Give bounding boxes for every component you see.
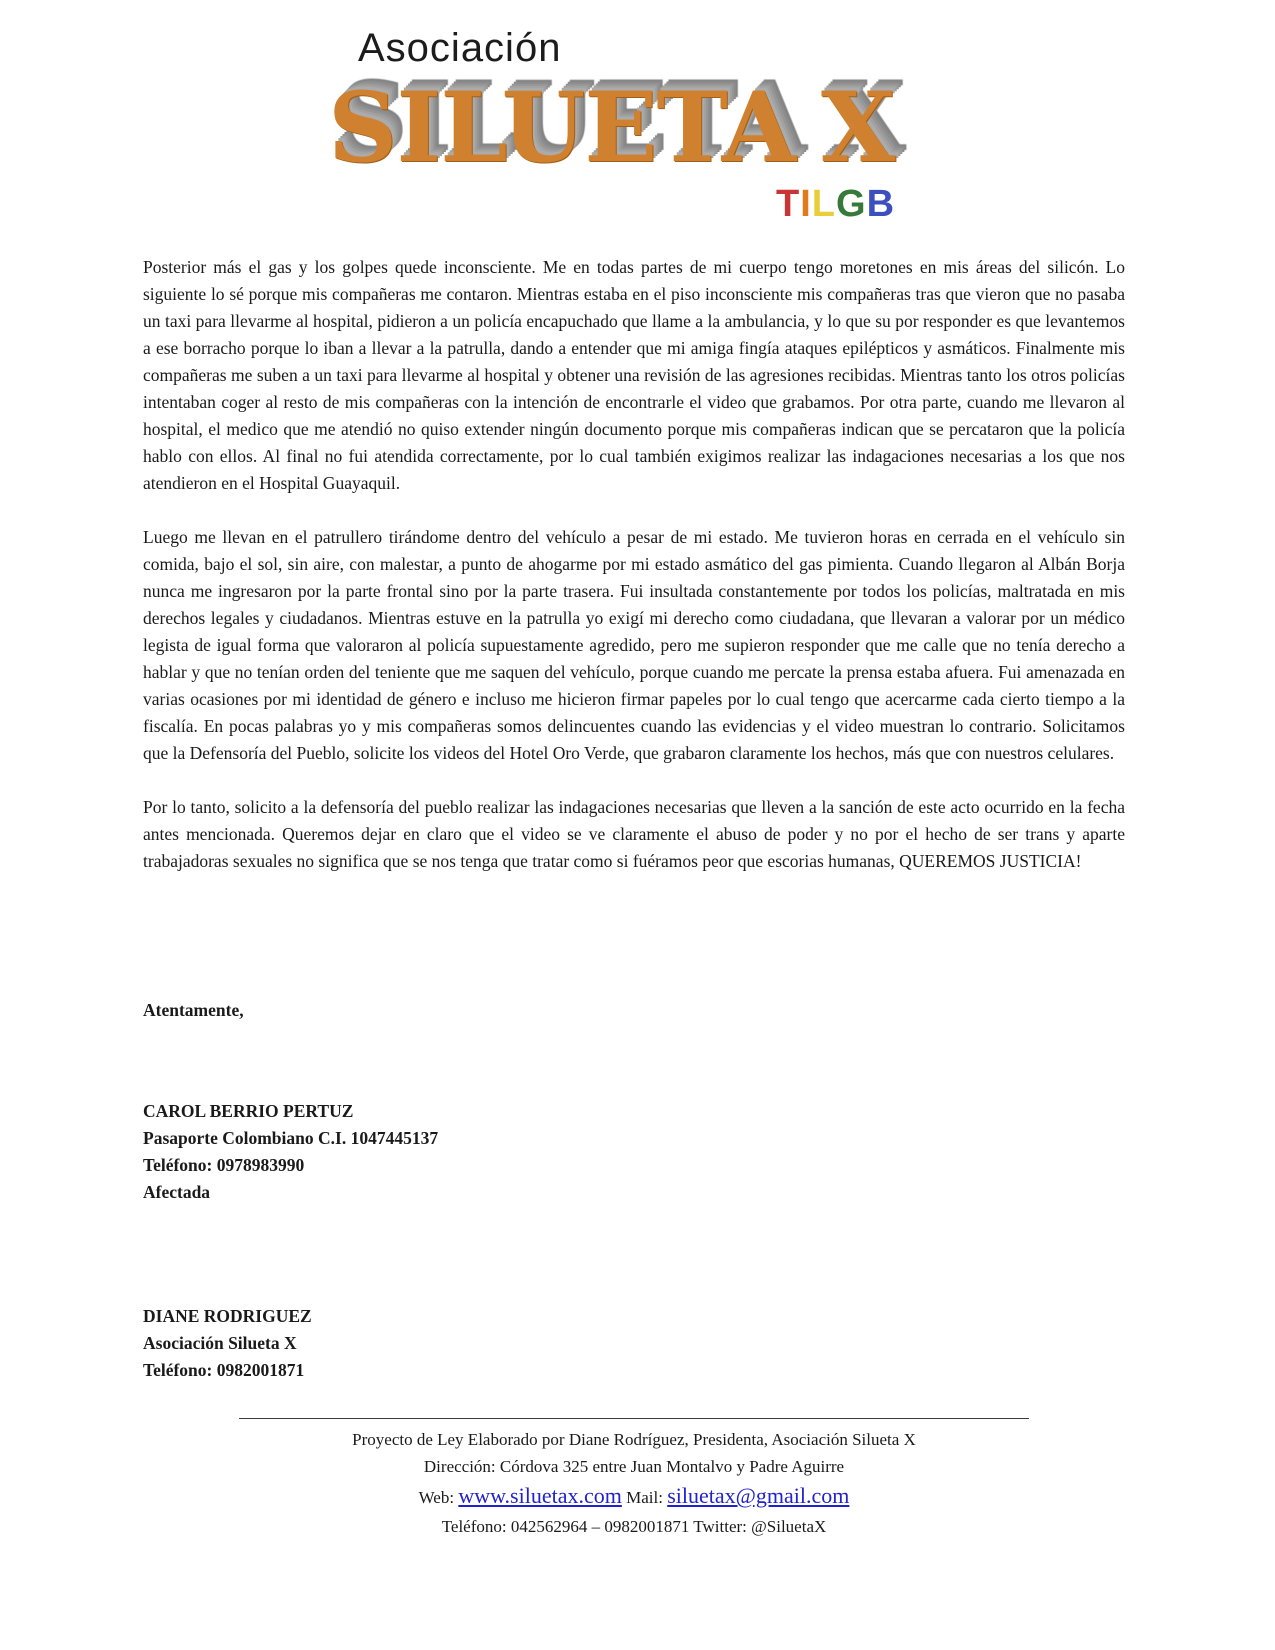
logo-silueta-x-wordmark (328, 71, 895, 184)
mail-label: Mail: (626, 1488, 663, 1507)
footer-phone-line: Teléfono: 042562964 – 0982001871 Twitter: @SiluetaX (441, 1517, 827, 1536)
signatory-name: DIANE RODRIGUEZ (143, 1306, 312, 1326)
signature-block-carol (143, 1098, 438, 1206)
signatory-phone: Teléfono: 0978983990 (143, 1155, 305, 1175)
website-link[interactable]: www.siluetax.com (458, 1483, 622, 1508)
tilgb-letter-t: T (776, 183, 801, 225)
silueta-x-logo (0, 0, 1275, 240)
letter-body (143, 254, 1125, 875)
footer-contact-line (143, 1480, 1125, 1513)
tilgb-letter-g: G (836, 183, 867, 225)
paragraph-3: Por lo tanto, solicito a la defensoría del pueblo realizar las indagaciones necesarias que lleven a la sanción de este acto ocurrido en la fecha antes mencionada. Queremos dejar en claro que el video se ve claramente el abuso de poder y no por el hecho de ser trans y aparte trabajadoras sexuales no significa que se nos tenga que tratar como si fuéramos peor que escorias humanas, QUEREMOS JUSTICIA! (143, 797, 1125, 871)
logo-x-text: X (821, 71, 895, 184)
tilgb-letter-b: B (866, 183, 896, 225)
paragraph-2: Luego me llevan en el patrullero tirándome dentro del vehículo a pesar de mi estado. Me tuvieron horas en cerrada en el vehículo sin comida, bajo el sol, sin aire, con malestar, a punto de ahogarme por mi estado asmático del gas pimienta. Cuando llegaron al Albán Borja nunca me ingresaron por la parte frontal sino por la parte trasera. Fui insultada constantemente por todos los policías, maltratada en mis derechos legales y ciudadanos. Mientras estuve en la patrulla yo exigí mi derecho como ciudadana, que llevaran a valorar por un médico legista de igual forma que valoraron al policía supuestamente agredido, pero me supieron responder que me calle que no tenía derecho a hablar y que no tenían orden del teniente que me saquen del vehículo, porque cuando me percate la prensa estaba afuera. Fui amenazada en varias ocasiones por mi identidad de género e incluso me hicieron firmar papeles por lo cual tengo que acercarme cada cierto tiempo a la fiscalía. En pocas palabras yo y mis compañeras somos delincuentes cuando las evidencias y el video muestran lo contrario. Solicitamos que la Defensoría del Pueblo, solicite los videos del Hotel Oro Verde, que grabaron claramente los hechos, más que con nuestros celulares. (143, 527, 1125, 763)
tilgb-letter-l: L (811, 183, 836, 225)
signatory-role: Afectada (143, 1182, 211, 1202)
signature-block-diane (143, 1303, 312, 1384)
paragraph-1: Posterior más el gas y los golpes quede inconsciente. Me en todas partes de mi cuerpo tengo moretones en mis áreas del silicón. Lo siguiente lo sé porque mis compañeras me contaron. Mientras estaba en el piso inconsciente mis compañeras tras que vieron que no pasaba un taxi para llevarme al hospital, pidieron a un policía encapuchado que llame a la ambulancia, y lo que su por responder es que levantemos a ese borracho porque lo iban a llevar a la patrulla, dando a entender que mi amiga fingía ataques epilépticos y asmáticos. Finalmente mis compañeras me suben a un taxi para llevarme al hospital y obtener una revisión de las agresiones recibidas. Mientras tanto los otros policías intentaban coger al resto de mis compañeras con la intención de encontrarle el video que grabamos. Por otra parte, cuando me llevaron al hospital, el medico que me atendió no quiso extender ningún documento porque mis compañeras indican que se percataron que la policía hablo con ellos. Al final no fui atendida correctamente, por lo cual también exigimos realizar las indagaciones necesarias a los que nos atendieron en el Hospital Guayaquil. (143, 257, 1125, 493)
signatory-phone: Teléfono: 0982001871 (143, 1360, 305, 1380)
signatory-passport: Pasaporte Colombiano C.I. 1047445137 (143, 1128, 439, 1148)
footer-address-line: Dirección: Córdova 325 entre Juan Montalvo y Padre Aguirre (423, 1457, 845, 1476)
logo-silueta-text: SILUETA (328, 71, 796, 184)
signatory-organization: Asociación Silueta X (143, 1333, 297, 1353)
web-label: Web: (418, 1488, 455, 1507)
tilgb-letter-i: I (800, 183, 812, 225)
logo-tilgb-text (776, 184, 895, 224)
logo-asociacion-text: Asociación (358, 26, 562, 70)
footer-separator-line (239, 1418, 1029, 1419)
email-link[interactable]: siluetax@gmail.com (667, 1483, 850, 1508)
letter-footer (143, 1418, 1125, 1540)
signatory-name: CAROL BERRIO PERTUZ (143, 1101, 354, 1121)
closing-salutation: Atentamente, (143, 1000, 244, 1020)
footer-project-line: Proyecto de Ley Elaborado por Diane Rodríguez, Presidenta, Asociación Silueta X (352, 1430, 916, 1449)
